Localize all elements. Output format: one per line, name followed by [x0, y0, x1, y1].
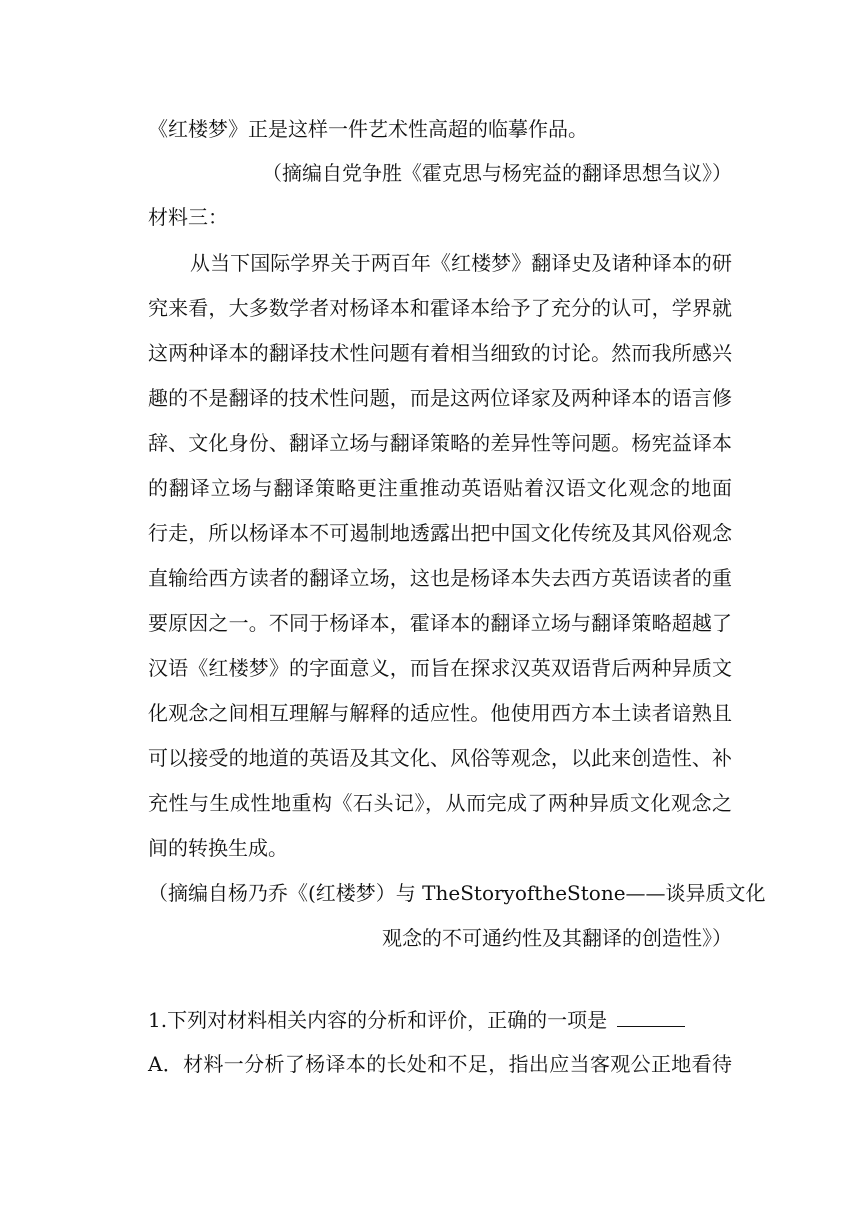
paragraph-line: 趣的不是翻译的技术性问题，而是这两位译家及两种译本的语言修 — [148, 386, 732, 410]
paragraph-line: 间的转换生成。 — [148, 836, 288, 860]
source-citation: （摘编自杨乃乔《(红楼梦）与 TheStoryoftheStone——谈异质文化 — [148, 881, 766, 905]
paragraph-line: 的翻译立场与翻译策略更注重推动英语贴着汉语文化观念的地面 — [148, 476, 732, 500]
question-1 — [148, 1008, 685, 1032]
paragraph-line: 要原因之一。不同于杨译本，霍译本的翻译立场与翻译策略超越了 — [148, 611, 732, 635]
answer-blank[interactable] — [617, 1008, 685, 1027]
paragraph-line: 充性与生成性地重构《石头记》，从而完成了两种异质文化观念之 — [148, 791, 732, 815]
paragraph-line: 化观念之间相互理解与解释的适应性。他使用西方本土读者谙熟且 — [148, 701, 732, 725]
paragraph-line: 辞、文化身份、翻译立场与翻译策略的差异性等问题。杨宪益译本 — [148, 431, 732, 455]
text-line: 《红楼梦》正是这样一件艺术性高超的临摹作品。 — [148, 117, 588, 141]
source-citation-continued: 观念的不可通约性及其翻译的创造性》） — [382, 926, 732, 950]
paragraph-line: 直输给西方读者的翻译立场，这也是杨译本失去西方英语读者的重 — [148, 566, 732, 590]
section-heading: 材料三： — [148, 205, 228, 229]
paragraph-line: 从当下国际学界关于两百年《红楼梦》翻译史及诸种译本的研 — [190, 251, 732, 275]
option-a: A．材料一分析了杨译本的长处和不足，指出应当客观公正地看待 — [148, 1052, 732, 1076]
paragraph-line: 汉语《红楼梦》的字面意义，而旨在探求汉英双语背后两种异质文 — [148, 656, 732, 680]
paragraph-line: 这两种译本的翻译技术性问题有着相当细致的讨论。然而我所感兴 — [148, 341, 732, 365]
paragraph-line: 可以接受的地道的英语及其文化、风俗等观念，以此来创造性、补 — [148, 746, 732, 770]
source-citation: （摘编自党争胜《霍克思与杨宪益的翻译思想刍议》） — [262, 161, 732, 185]
paragraph-line: 行走，所以杨译本不可遏制地透露出把中国文化传统及其风俗观念 — [148, 521, 732, 545]
question-text: 1.下列对材料相关内容的分析和评价，正确的一项是 — [148, 1008, 608, 1032]
paragraph-line: 究来看，大多数学者对杨译本和霍译本给予了充分的认可，学界就 — [148, 296, 732, 320]
